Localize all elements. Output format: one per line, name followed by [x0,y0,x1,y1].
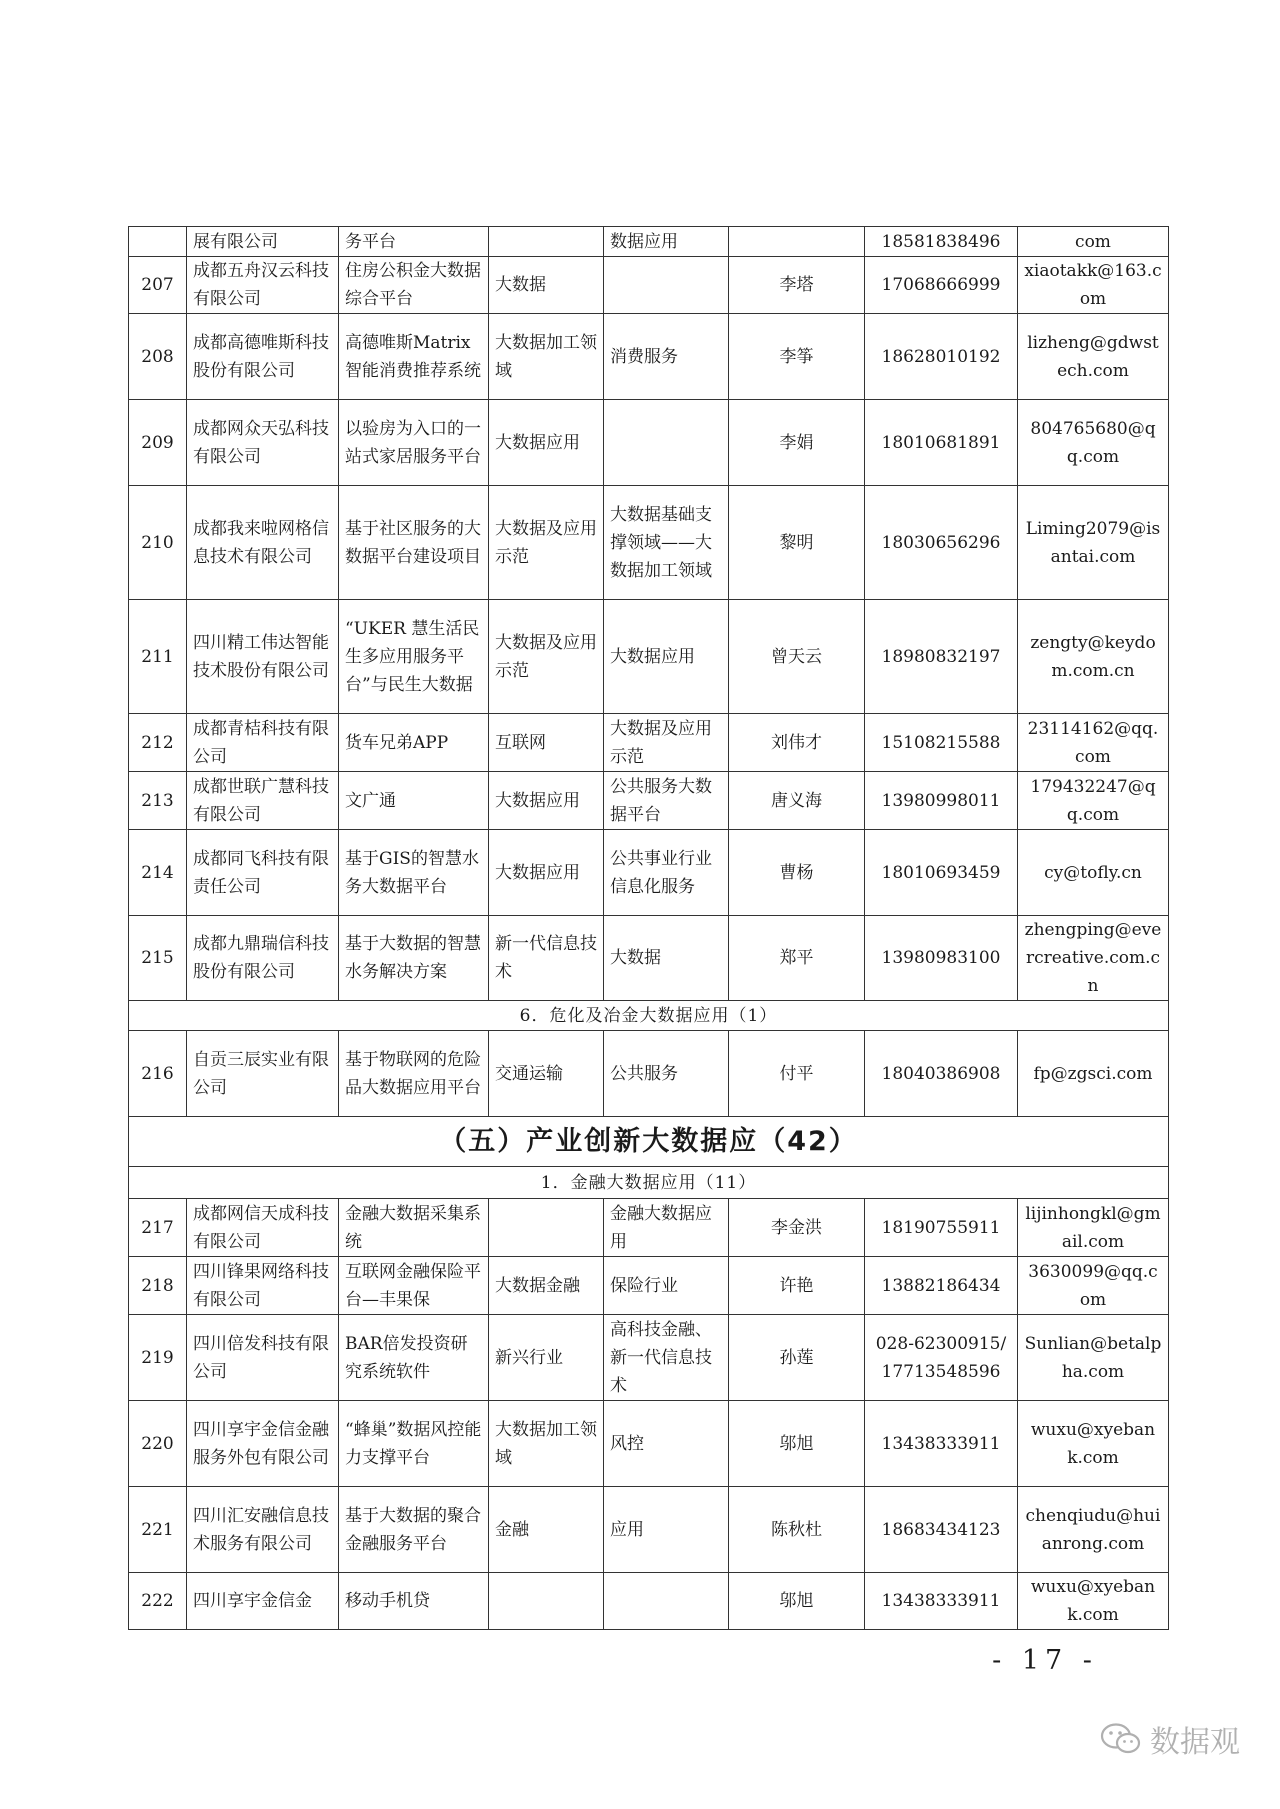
company-cell: 成都我来啦网格信息技术有限公司 [187,486,339,600]
row-number-cell: 211 [129,600,187,714]
contact-cell: 刘伟才 [729,714,865,772]
domain-cell: 大数据金融 [489,1257,604,1315]
domain-cell [489,1573,604,1630]
project-cell: “蜂巢”数据风控能力支撑平台 [339,1401,489,1487]
email-cell: zengty@keydom.com.cn [1018,600,1169,714]
row-number-cell: 213 [129,772,187,830]
email-cell: Liming2079@isantai.com [1018,486,1169,600]
table-row [129,1199,1169,1257]
row-number-cell: 208 [129,314,187,400]
row-number-cell: 221 [129,1487,187,1573]
project-cell: 以验房为入口的一站式家居服务平台 [339,400,489,486]
email-cell: cy@tofly.cn [1018,830,1169,916]
page-number: - 17 - [992,1645,1098,1676]
field-cell: 金融大数据应用 [604,1199,729,1257]
contact-cell: 黎明 [729,486,865,600]
watermark [1100,1716,1240,1762]
company-cell: 自贡三辰实业有限公司 [187,1031,339,1117]
table-row [129,772,1169,830]
table-row [129,400,1169,486]
email-cell: zhengping@evercreative.com.cn [1018,916,1169,1001]
domain-cell [489,227,604,257]
phone-cell: 13980983100 [865,916,1018,1001]
company-cell: 成都世联广慧科技有限公司 [187,772,339,830]
table-row [129,1487,1169,1573]
phone-cell: 18581838496 [865,227,1018,257]
section-row [129,1167,1169,1199]
contact-cell: 许艳 [729,1257,865,1315]
company-cell: 四川享宇金信金 [187,1573,339,1630]
table-row [129,257,1169,314]
table-row [129,227,1169,257]
field-cell [604,400,729,486]
domain-cell: 大数据及应用示范 [489,600,604,714]
project-cell: 高德唯斯Matrix智能消费推荐系统 [339,314,489,400]
section-row [129,1001,1169,1031]
project-cell: 文广通 [339,772,489,830]
company-cell: 成都九鼎瑞信科技股份有限公司 [187,916,339,1001]
phone-cell: 18628010192 [865,314,1018,400]
field-cell: 大数据 [604,916,729,1001]
project-cell: 移动手机贷 [339,1573,489,1630]
major-section-title: （五）产业创新大数据应（42） [129,1117,1169,1167]
email-cell: wuxu@xyebank.com [1018,1573,1169,1630]
email-cell: lijinhongkl@gmail.com [1018,1199,1169,1257]
field-cell: 公共事业行业信息化服务 [604,830,729,916]
row-number-cell: 207 [129,257,187,314]
domain-cell [489,1199,604,1257]
phone-cell: 17068666999 [865,257,1018,314]
row-number-cell: 209 [129,400,187,486]
domain-cell: 交通运输 [489,1031,604,1117]
domain-cell: 大数据应用 [489,830,604,916]
field-cell: 大数据应用 [604,600,729,714]
table-row [129,1573,1169,1630]
domain-cell: 大数据应用 [489,400,604,486]
field-cell: 公共服务大数据平台 [604,772,729,830]
contact-cell: 邬旭 [729,1573,865,1630]
phone-cell: 18010681891 [865,400,1018,486]
project-cell: 金融大数据采集系统 [339,1199,489,1257]
email-cell: chenqiudu@huianrong.com [1018,1487,1169,1573]
row-number-cell: 217 [129,1199,187,1257]
domain-cell: 互联网 [489,714,604,772]
contact-cell: 曹杨 [729,830,865,916]
company-cell: 成都同飞科技有限责任公司 [187,830,339,916]
project-cell: “UKER 慧生活民生多应用服务平台”与民生大数据 [339,600,489,714]
row-number-cell: 210 [129,486,187,600]
field-cell [604,257,729,314]
contact-cell: 李娟 [729,400,865,486]
phone-cell: 18683434123 [865,1487,1018,1573]
table-row [129,486,1169,600]
contact-cell: 曾天云 [729,600,865,714]
phone-cell: 13438333911 [865,1401,1018,1487]
email-cell: wuxu@xyebank.com [1018,1401,1169,1487]
email-cell: Sunlian@betalpha.com [1018,1315,1169,1401]
row-number-cell: 216 [129,1031,187,1117]
row-number-cell: 214 [129,830,187,916]
table-row [129,1257,1169,1315]
row-number-cell: 222 [129,1573,187,1630]
project-cell: 基于GIS的智慧水务大数据平台 [339,830,489,916]
company-cell: 四川享宇金信金融服务外包有限公司 [187,1401,339,1487]
contact-cell: 郑平 [729,916,865,1001]
contact-cell: 李筝 [729,314,865,400]
company-cell: 成都青桔科技有限公司 [187,714,339,772]
company-cell: 展有限公司 [187,227,339,257]
contact-cell: 陈秋杜 [729,1487,865,1573]
company-cell: 四川锋果网络科技有限公司 [187,1257,339,1315]
project-cell: 基于大数据的智慧水务解决方案 [339,916,489,1001]
email-cell: 3630099@qq.com [1018,1257,1169,1315]
field-cell: 风控 [604,1401,729,1487]
project-cell: 基于大数据的聚合金融服务平台 [339,1487,489,1573]
contact-cell: 李塔 [729,257,865,314]
domain-cell: 金融 [489,1487,604,1573]
domain-cell: 新一代信息技术 [489,916,604,1001]
phone-cell: 18010693459 [865,830,1018,916]
project-cell: BAR倍发投资研究系统软件 [339,1315,489,1401]
row-number-cell: 218 [129,1257,187,1315]
project-table [128,226,1169,1630]
table-row [129,714,1169,772]
project-cell: 互联网金融保险平台—丰果保 [339,1257,489,1315]
row-number-cell: 215 [129,916,187,1001]
contact-cell: 李金洪 [729,1199,865,1257]
company-cell: 四川倍发科技有限公司 [187,1315,339,1401]
phone-cell: 18040386908 [865,1031,1018,1117]
email-cell: lizheng@gdwstech.com [1018,314,1169,400]
domain-cell: 大数据及应用示范 [489,486,604,600]
phone-cell: 13882186434 [865,1257,1018,1315]
table-row [129,1031,1169,1117]
table-row [129,1315,1169,1401]
company-cell: 四川汇安融信息技术服务有限公司 [187,1487,339,1573]
company-cell: 四川精工伟达智能技术股份有限公司 [187,600,339,714]
field-cell: 消费服务 [604,314,729,400]
project-cell: 基于物联网的危险品大数据应用平台 [339,1031,489,1117]
contact-cell: 付平 [729,1031,865,1117]
field-cell [604,1573,729,1630]
contact-cell [729,227,865,257]
project-cell: 基于社区服务的大数据平台建设项目 [339,486,489,600]
field-cell: 保险行业 [604,1257,729,1315]
email-cell: 179432247@qq.com [1018,772,1169,830]
project-cell: 务平台 [339,227,489,257]
row-number-cell: 212 [129,714,187,772]
contact-cell: 孙莲 [729,1315,865,1401]
phone-cell: 15108215588 [865,714,1018,772]
company-cell: 成都五舟汉云科技有限公司 [187,257,339,314]
major-section-row [129,1117,1169,1167]
wechat-icon [1100,1721,1142,1757]
row-number-cell [129,227,187,257]
watermark-text: 数据观 [1150,1725,1240,1760]
phone-cell: 13438333911 [865,1573,1018,1630]
table-row [129,1401,1169,1487]
email-cell: com [1018,227,1169,257]
company-cell: 成都高德唯斯科技股份有限公司 [187,314,339,400]
field-cell: 高科技金融、新一代信息技术 [604,1315,729,1401]
project-cell: 住房公积金大数据综合平台 [339,257,489,314]
table-row [129,314,1169,400]
domain-cell: 大数据应用 [489,772,604,830]
section-title: 6．危化及冶金大数据应用（1） [129,1001,1169,1031]
field-cell: 大数据及应用示范 [604,714,729,772]
domain-cell: 新兴行业 [489,1315,604,1401]
phone-cell: 18190755911 [865,1199,1018,1257]
email-cell: 23114162@qq.com [1018,714,1169,772]
company-cell: 成都网众天弘科技有限公司 [187,400,339,486]
phone-cell: 18980832197 [865,600,1018,714]
field-cell: 应用 [604,1487,729,1573]
field-cell: 大数据基础支撑领域——大数据加工领域 [604,486,729,600]
domain-cell: 大数据加工领域 [489,314,604,400]
company-cell: 成都网信天成科技有限公司 [187,1199,339,1257]
email-cell: 804765680@qq.com [1018,400,1169,486]
project-cell: 货车兄弟APP [339,714,489,772]
field-cell: 数据应用 [604,227,729,257]
email-cell: xiaotakk@163.com [1018,257,1169,314]
contact-cell: 唐义海 [729,772,865,830]
domain-cell: 大数据 [489,257,604,314]
phone-cell: 13980998011 [865,772,1018,830]
contact-cell: 邬旭 [729,1401,865,1487]
row-number-cell: 219 [129,1315,187,1401]
email-cell: fp@zgsci.com [1018,1031,1169,1117]
phone-cell: 18030656296 [865,486,1018,600]
section-title: 1．金融大数据应用（11） [129,1167,1169,1199]
table-row [129,830,1169,916]
row-number-cell: 220 [129,1401,187,1487]
table-row [129,916,1169,1001]
phone-cell: 028-62300915/17713548596 [865,1315,1018,1401]
field-cell: 公共服务 [604,1031,729,1117]
domain-cell: 大数据加工领域 [489,1401,604,1487]
table-row [129,600,1169,714]
